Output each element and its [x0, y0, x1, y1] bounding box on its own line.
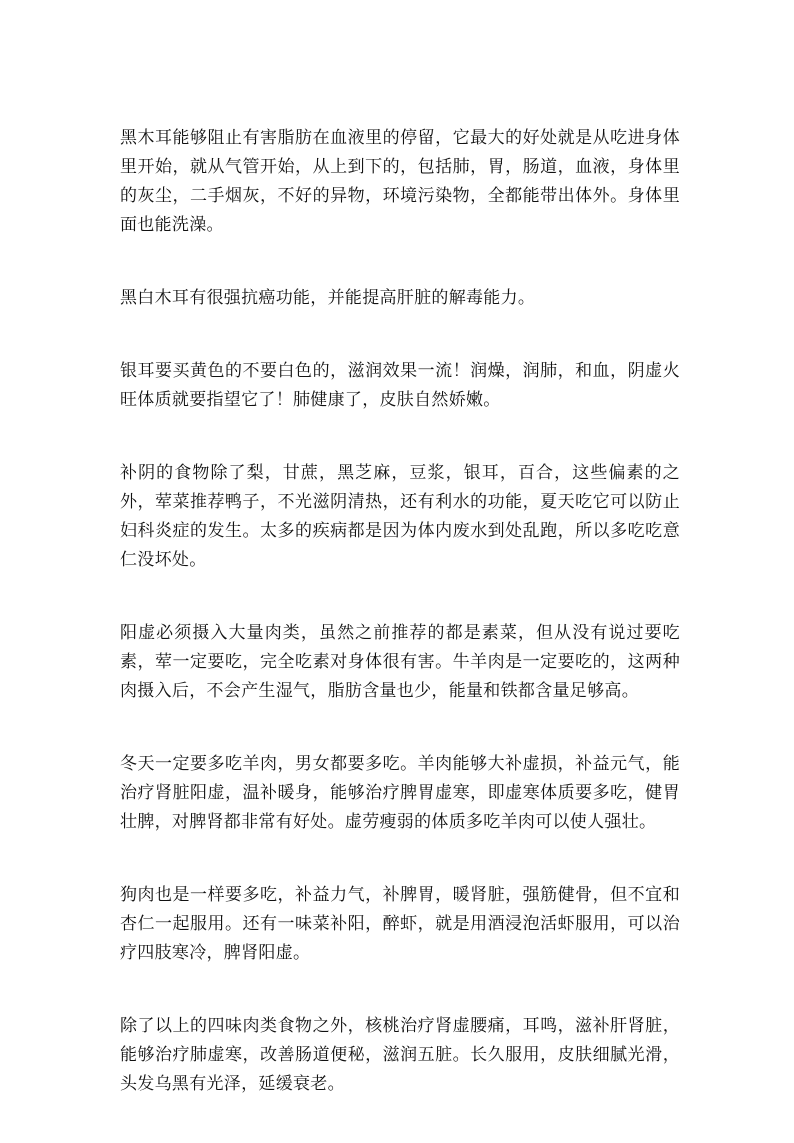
paragraph-winter-mutton: 冬天一定要多吃羊肉，男女都要多吃。羊肉能够大补虚损，补益元气，能治疗肾脏阳虚，温补暖身，能够治疗脾胃虚寒，即虚寒体质要多吃，健胃壮脾，对脾肾都非常有好处。虚劳瘦弱的体质多吃羊肉可以使人强壮。: [120, 754, 680, 832]
paragraph-black-fungus: 黑木耳能够阻止有害脂肪在血液里的停留，它最大的好处就是从吃进身体里开始，就从气管开始，从上到下的，包括肺，胃，肠道，血液，身体里的灰尘，二手烟灰，不好的异物，环境污染物，全都能带出体外。身体里面也能洗澡。: [120, 128, 680, 235]
paragraph-yin-foods: 补阴的食物除了梨，甘蔗，黑芝麻，豆浆，银耳，百合，这些偏素的之外，荤菜推荐鸭子，不光滋阴清热，还有利水的功能，夏天吃它可以防止妇科炎症的发生。太多的疾病都是因为体内废水到处乱跑，所以多吃吃意仁没坏处。: [120, 463, 680, 570]
paragraph-black-white-fungus: 黑白木耳有很强抗癌功能，并能提高肝脏的解毒能力。: [120, 288, 536, 308]
paragraph-dog-meat: 狗肉也是一样要多吃，补益力气，补脾胃，暖肾脏，强筋健骨，但不宜和杏仁一起服用。还有一味菜补阳，醉虾，就是用酒浸泡活虾服用，可以治疗四肢寒冷，脾肾阳虚。: [120, 885, 680, 963]
paragraph-walnut: 除了以上的四味肉类食物之外，核桃治疗肾虚腰痛，耳鸣，滋补肝肾脏，能够治疗肺虚寒，改善肠道便秘，滋润五脏。长久服用，皮肤细腻光滑，头发乌黑有光泽，延缓衰老。: [120, 1016, 680, 1094]
paragraph-silver-fungus: 银耳要买黄色的不要白色的，滋润效果一流！润燥，润肺，和血，阴虚火旺体质就要指望它了！肺健康了，皮肤自然娇嫩。: [120, 361, 680, 410]
paragraph-yang-deficiency-meat: 阳虚必须摄入大量肉类，虽然之前推荐的都是素菜，但从没有说过要吃素，荤一定要吃，完全吃素对身体很有害。牛羊肉是一定要吃的，这两种肉摄入后，不会产生湿气，脂肪含量也少，能量和铁都含量足够高。: [120, 623, 680, 701]
document-body: [120, 124, 680, 1143]
